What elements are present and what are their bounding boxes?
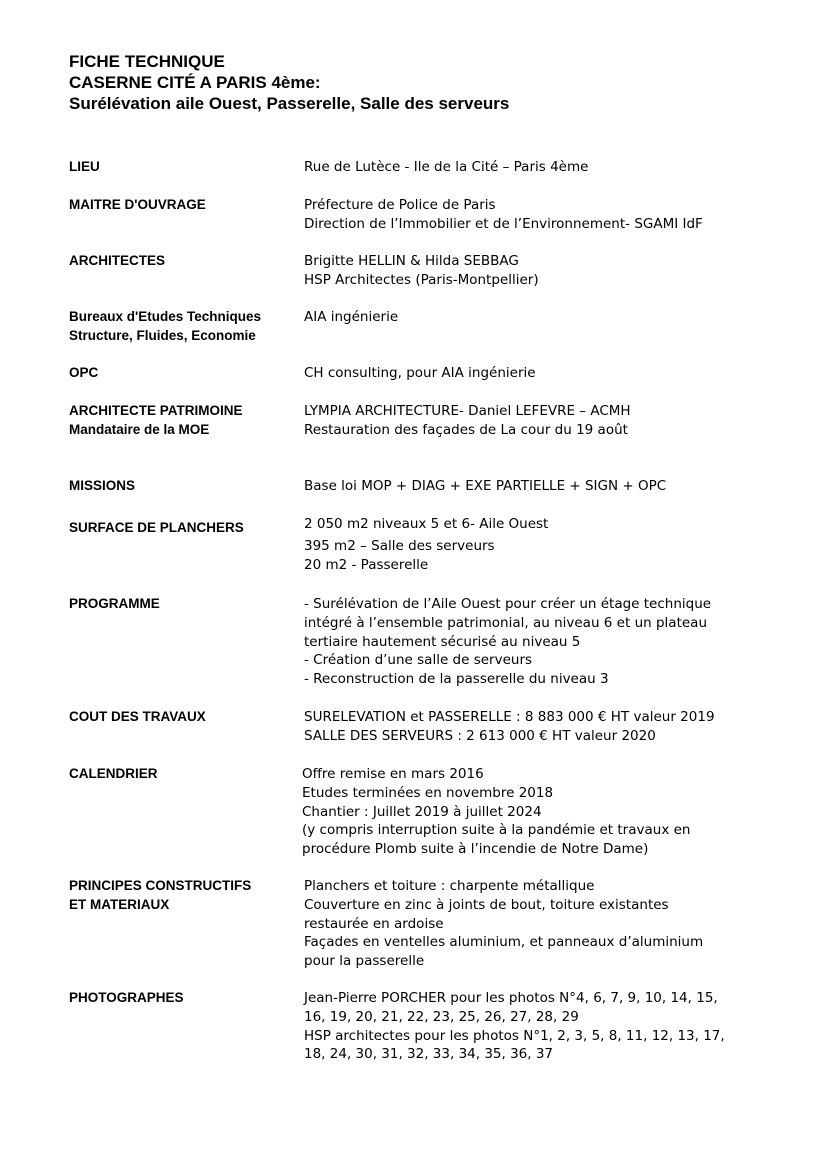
row-label <box>69 877 299 914</box>
label-line: Structure, Fluides, Economie <box>69 327 256 343</box>
title-line-3: Surélévation aile Ouest, Passerelle, Salle des serveurs <box>69 94 510 113</box>
value-line: intégré à l’ensemble patrimonial, au niveau 6 et un plateau <box>304 614 707 631</box>
row-value <box>304 477 764 496</box>
value-line: CH consulting, pour AIA ingénierie <box>304 365 536 381</box>
label-line: ET MATERIAUX <box>69 896 170 912</box>
label-line: LIEU <box>69 159 100 174</box>
value-line: 20 m2 - Passerelle <box>304 556 429 573</box>
label-line: MAITRE D'OUVRAGE <box>69 197 206 212</box>
label-line: ARCHITECTE PATRIMOINE <box>69 403 243 418</box>
value-line: (y compris interruption suite à la pandémie et travaux en <box>302 822 691 839</box>
row-value <box>304 877 764 971</box>
value-line: Jean-Pierre PORCHER pour les photos N°4, 6, 7, 9, 10, 14, 15, <box>304 990 718 1006</box>
value-line: procédure Plomb suite à l’incendie de Notre Dame) <box>302 841 649 858</box>
value-line: Etudes terminées en novembre 2018 <box>302 784 554 801</box>
value-line: 18, 24, 30, 31, 32, 33, 34, 35, 36, 37 <box>304 1046 554 1063</box>
row-label <box>69 519 299 538</box>
row-label <box>69 196 299 215</box>
row-value <box>304 196 764 234</box>
row-label <box>69 158 299 177</box>
label-line: COUT DES TRAVAUX <box>69 709 206 724</box>
row-value <box>304 515 764 574</box>
value-line: Préfecture de Police de Paris <box>304 197 496 213</box>
row-label <box>69 765 299 784</box>
value-line: - Reconstruction de la passerelle du niveau 3 <box>304 671 609 688</box>
value-line: Offre remise en mars 2016 <box>302 766 484 782</box>
value-line: Façades en ventelles aluminium, et panneaux d’aluminium <box>304 934 704 951</box>
value-line: - Création d’une salle de serveurs <box>304 652 533 669</box>
row-label <box>69 364 299 383</box>
row-label <box>69 595 299 614</box>
value-line: Chantier : Juillet 2019 à juillet 2024 <box>302 803 542 820</box>
label-line: PHOTOGRAPHES <box>69 990 184 1005</box>
value-line: AIA ingénierie <box>304 309 399 325</box>
row-value <box>304 989 764 1064</box>
label-line: PRINCIPES CONSTRUCTIFS <box>69 878 252 893</box>
value-line: restaurée en ardoise <box>304 915 444 932</box>
row-value <box>304 708 764 746</box>
value-line: Planchers et toiture : charpente métallique <box>304 878 595 894</box>
title-line-1: FICHE TECHNIQUE <box>69 52 225 71</box>
value-line: Couverture en zinc à joints de bout, toiture existantes <box>304 896 669 913</box>
label-line: PROGRAMME <box>69 596 160 611</box>
label-line: MISSIONS <box>69 478 136 493</box>
value-line: Restauration des façades de La cour du 19 août <box>304 421 628 438</box>
value-line: 16, 19, 20, 21, 22, 23, 25, 26, 27, 28, 29 <box>304 1008 579 1025</box>
label-line: Mandataire de la MOE <box>69 421 210 437</box>
value-line: pour la passerelle <box>304 953 425 970</box>
document-title <box>69 51 509 114</box>
row-value <box>304 402 764 440</box>
label-line: OPC <box>69 365 99 380</box>
row-label <box>69 252 299 271</box>
value-line: 395 m2 – Salle des serveurs <box>304 537 495 554</box>
row-value <box>304 308 764 327</box>
value-line: SALLE DES SERVEURS : 2 613 000 € HT valeur 2020 <box>304 727 656 744</box>
label-line: SURFACE DE PLANCHERS <box>69 520 244 535</box>
value-line: 2 050 m2 niveaux 5 et 6- Aile Ouest <box>304 516 549 532</box>
row-value <box>304 252 764 290</box>
value-line: HSP architectes pour les photos N°1, 2, 3, 5, 8, 11, 12, 13, 17, <box>304 1027 725 1044</box>
value-line: - Surélévation de l’Aile Ouest pour créer un étage technique <box>304 596 712 612</box>
value-line: Base loi MOP + DIAG + EXE PARTIELLE + SIGN + OPC <box>304 478 667 494</box>
row-value <box>304 364 764 383</box>
row-value <box>304 595 764 689</box>
value-line: LYMPIA ARCHITECTURE- Daniel LEFEVRE – ACMH <box>304 403 631 419</box>
label-line: CALENDRIER <box>69 766 158 781</box>
row-label <box>69 989 299 1008</box>
value-line: HSP Architectes (Paris-Montpellier) <box>304 271 539 288</box>
value-line: Rue de Lutèce - Ile de la Cité – Paris 4ème <box>304 159 589 175</box>
row-label <box>69 477 299 496</box>
title-line-2: CASERNE CITÉ A PARIS 4ème: <box>69 73 321 92</box>
label-line: ARCHITECTES <box>69 253 166 268</box>
row-value <box>304 158 764 177</box>
row-label <box>69 708 299 727</box>
value-line: Direction de l’Immobilier et de l’Environnement- SGAMI IdF <box>304 215 703 232</box>
row-label <box>69 308 299 345</box>
value-line: Brigitte HELLIN & Hilda SEBBAG <box>304 253 519 269</box>
label-line: Bureaux d'Etudes Techniques <box>69 309 261 324</box>
row-value <box>302 765 762 859</box>
row-label <box>69 402 299 439</box>
value-line: SURELEVATION et PASSERELLE : 8 883 000 € HT valeur 2019 <box>304 709 715 725</box>
value-line: tertiaire hautement sécurisé au niveau 5 <box>304 633 581 650</box>
